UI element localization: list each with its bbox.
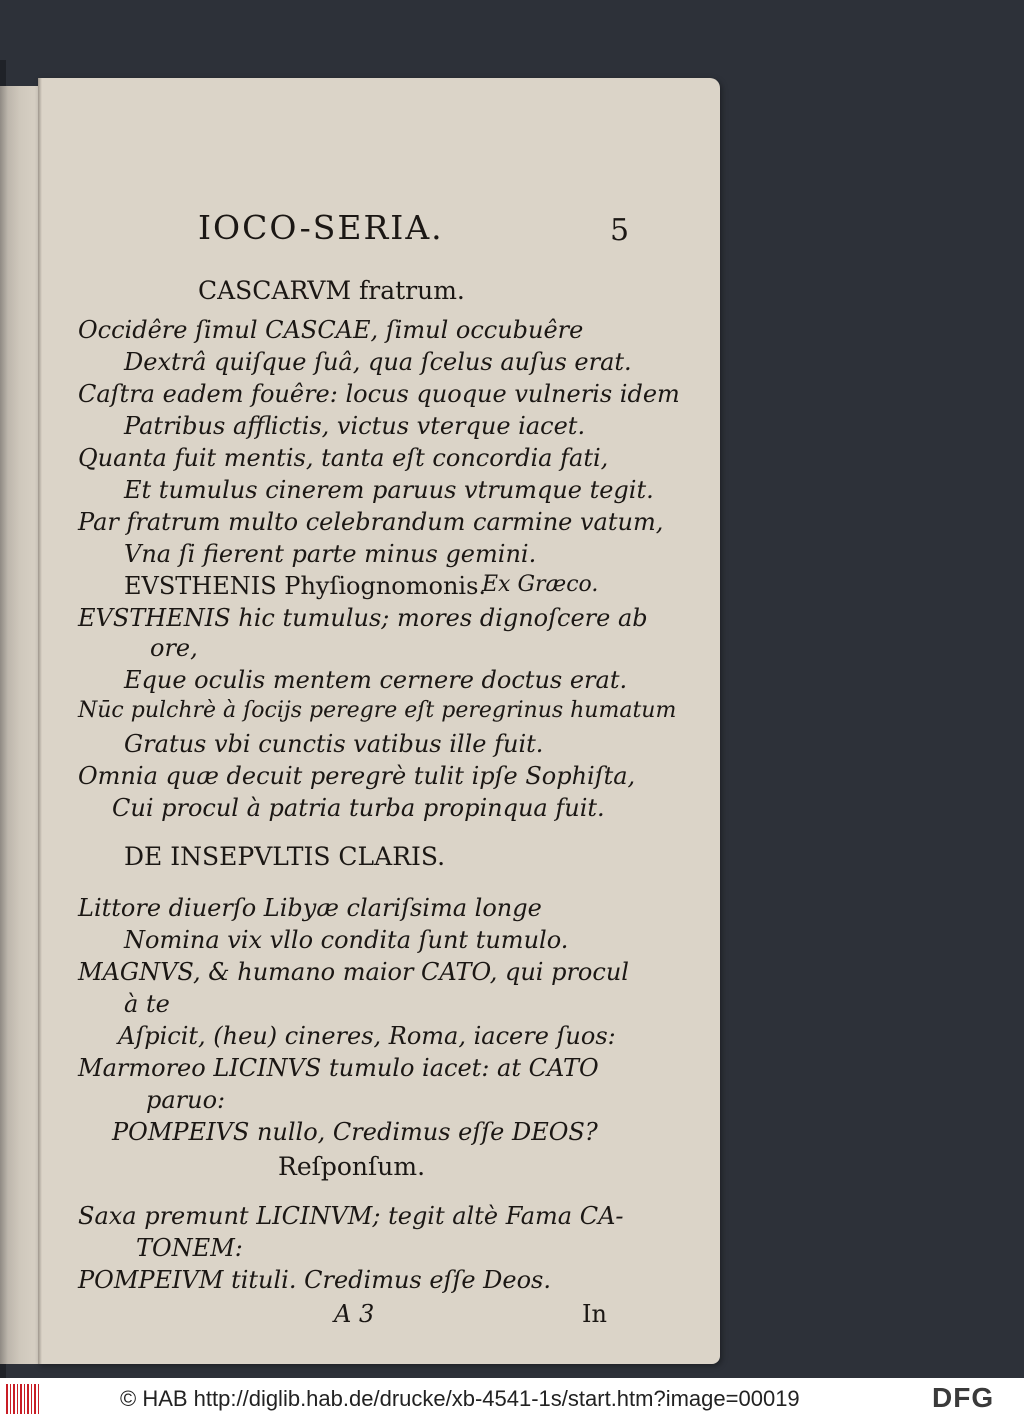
section-heading: Reſponſum. xyxy=(278,1152,426,1181)
verse-line: EVSTHENIS hic tumulus; mores dignoſcere ab xyxy=(78,604,648,632)
verse-line: Gratus vbi cunctis vatibus ille fuit. xyxy=(124,730,544,758)
verse-line: à te xyxy=(124,990,170,1018)
verse-line: Saxa premunt LICINVM; tegit altè Fama CA- xyxy=(78,1202,624,1230)
verse-line: Dextrâ quiſque ſuâ, qua ſcelus auſus erat. xyxy=(124,348,632,376)
verse-line: TONEM: xyxy=(136,1234,243,1262)
verse-line: Nūc pulchrè à ſocijs peregre eſt peregrinus humatum xyxy=(78,698,677,723)
book-page xyxy=(38,78,720,1364)
verse-line: paruo: xyxy=(146,1086,226,1114)
hab-barcode-logo xyxy=(6,1384,40,1414)
verse-line: Littore diuerſo Libyæ clariſsima longe xyxy=(78,894,542,922)
verse-line: Marmoreo LICINVS tumulo iacet: at CATO xyxy=(78,1054,599,1082)
running-head: IOCO-SERIA. xyxy=(198,208,444,247)
copyright-url[interactable]: © HAB http://diglib.hab.de/drucke/xb-4541-1s/start.htm?image=00019 xyxy=(120,1386,800,1411)
verse-line: Aſpicit, (heu) cineres, Roma, iacere ſuos: xyxy=(118,1022,616,1050)
verse-line: Caſtra eadem fouêre: locus quoque vulneris idem xyxy=(78,380,680,408)
signature-mark: A 3 xyxy=(334,1300,375,1328)
verse-line: Occidêre ſimul CASCAE, ſimul occubuêre xyxy=(78,316,584,344)
section-heading-note: Ex Græco. xyxy=(482,572,599,597)
verse-line: POMPEIVS nullo, Credimus eſſe DEOS? xyxy=(112,1118,598,1146)
verse-line: Patribus afflictis, victus vterque iacet. xyxy=(124,412,586,440)
verse-line: Nomina vix vllo condita ſunt tumulo. xyxy=(124,926,569,954)
dfg-logo: DFG xyxy=(932,1382,995,1413)
footer-bar xyxy=(0,1378,1024,1419)
verse-line: Omnia quæ decuit peregrè tulit ipſe Sophiſta, xyxy=(78,762,636,790)
verse-line: Vna ſi fierent parte minus gemini. xyxy=(124,540,537,568)
section-heading: DE INSEPVLTIS CLARIS. xyxy=(124,842,446,871)
previous-page-edge xyxy=(0,86,38,1364)
verse-line: Cui procul à patria turba propinqua fuit. xyxy=(112,794,605,822)
verse-line: POMPEIVM tituli. Credimus eſſe Deos. xyxy=(78,1266,551,1294)
verse-line: ore, xyxy=(150,634,198,662)
catchword: In xyxy=(582,1300,607,1328)
verse-line: Quanta fuit mentis, tanta eſt concordia fati, xyxy=(78,444,609,472)
verse-line: Et tumulus cinerem paruus vtrumque tegit. xyxy=(124,476,654,504)
verse-line: MAGNVS, & humano maior CATO, qui procul xyxy=(78,958,629,986)
section-heading: CASCARVM fratrum. xyxy=(198,276,465,305)
section-heading: EVSTHENIS Phyſiognomonis. xyxy=(124,572,487,600)
verse-line: Par fratrum multo celebrandum carmine vatum, xyxy=(78,508,664,536)
verse-line: Eque oculis mentem cernere doctus erat. xyxy=(124,666,628,694)
page-number: 5 xyxy=(610,213,630,248)
